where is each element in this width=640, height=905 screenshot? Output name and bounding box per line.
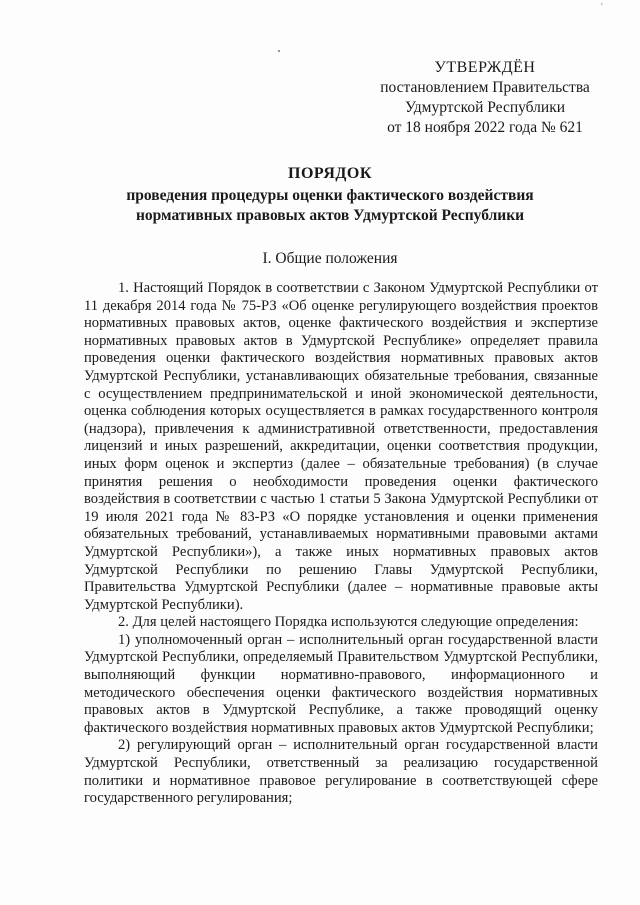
- title-subtitle-2: нормативных правовых актов Удмуртской Республики: [135, 207, 525, 224]
- scan-dot: [278, 50, 280, 52]
- approval-line-3: Удмуртской Республики: [404, 99, 566, 116]
- paragraph-1: 1. Настоящий Порядок в соответствии с Законом Удмуртской Республики от 11 декабря 2014 года № 75-РЗ «Об оценке регулирующего воздействия проектов нормативных правовых актов, оценке фактического воздействия и экспертизе нормативных правовых актов в Удмуртской Республике» определяет правила проведения оценки фактического воздействия нормативных правовых актов Удмуртской Республики, устанавливающих обязательные требования, связанные с осуществлением предпринимательской и иной экономической деятельности, оценка соблюдения которых осуществляется в рамках государственного контроля (надзора), привлечения к административной ответственности, предоставления лицензий и иных разрешений, аккредитации, оценки соответствия продукции, иных форм оценок и экспертиз (далее – обязательные требования) (в случае принятия решения о необходимости проведения оценки фактического воздействия в соответствии с частью 1 статьи 5 Закона Удмуртской Республики от 19 июля 2021 года № 83-РЗ «О порядке установления и оценки применения обязательных требований, устанавливаемых нормативными правовыми актами Удмуртской Республики»), а также иных нормативных правовых актов Удмуртской Республики по решению Главы Удмуртской Республики, Правительства Удмуртской Республики (далее – нормативные правовые акты Удмуртской Республики).: [84, 280, 598, 613]
- document-body: [84, 280, 598, 808]
- approval-heading: УТВЕРЖДЁН: [434, 59, 536, 76]
- approval-line-2: постановлением Правительства: [380, 79, 590, 96]
- document-title: [60, 164, 600, 226]
- section-heading: I. Общие положения: [262, 250, 398, 267]
- paragraph-4: 2) регулирующий орган – исполнительный орган государственной власти Удмуртской Республики, ответственный за реализацию государственной политики и нормативное правовое регулирование в соответствующей сфере государственного регулирования;: [84, 737, 598, 807]
- title-main: ПОРЯДОК: [288, 165, 372, 182]
- title-subtitle-1: проведения процедуры оценки фактического воздействия: [126, 187, 534, 204]
- paragraph-3: 1) уполномоченный орган – исполнительный орган государственной власти Удмуртской Республики, определяемый Правительством Удмуртской Республики, выполняющий функции нормативно-правового, информационного и методического обеспечения оценки фактического воздействия нормативных правовых актов в Удмуртской Республике, а также проводящий оценку фактического воздействия нормативных правовых актов Удмуртской Республики;: [84, 631, 598, 736]
- scan-mark: ': [601, 2, 603, 13]
- approval-line-4: от 18 ноября 2022 года № 621: [387, 119, 583, 136]
- approval-stamp: [370, 58, 600, 138]
- paragraph-2: 2. Для целей настоящего Порядка используются следующие определения:: [118, 614, 579, 631]
